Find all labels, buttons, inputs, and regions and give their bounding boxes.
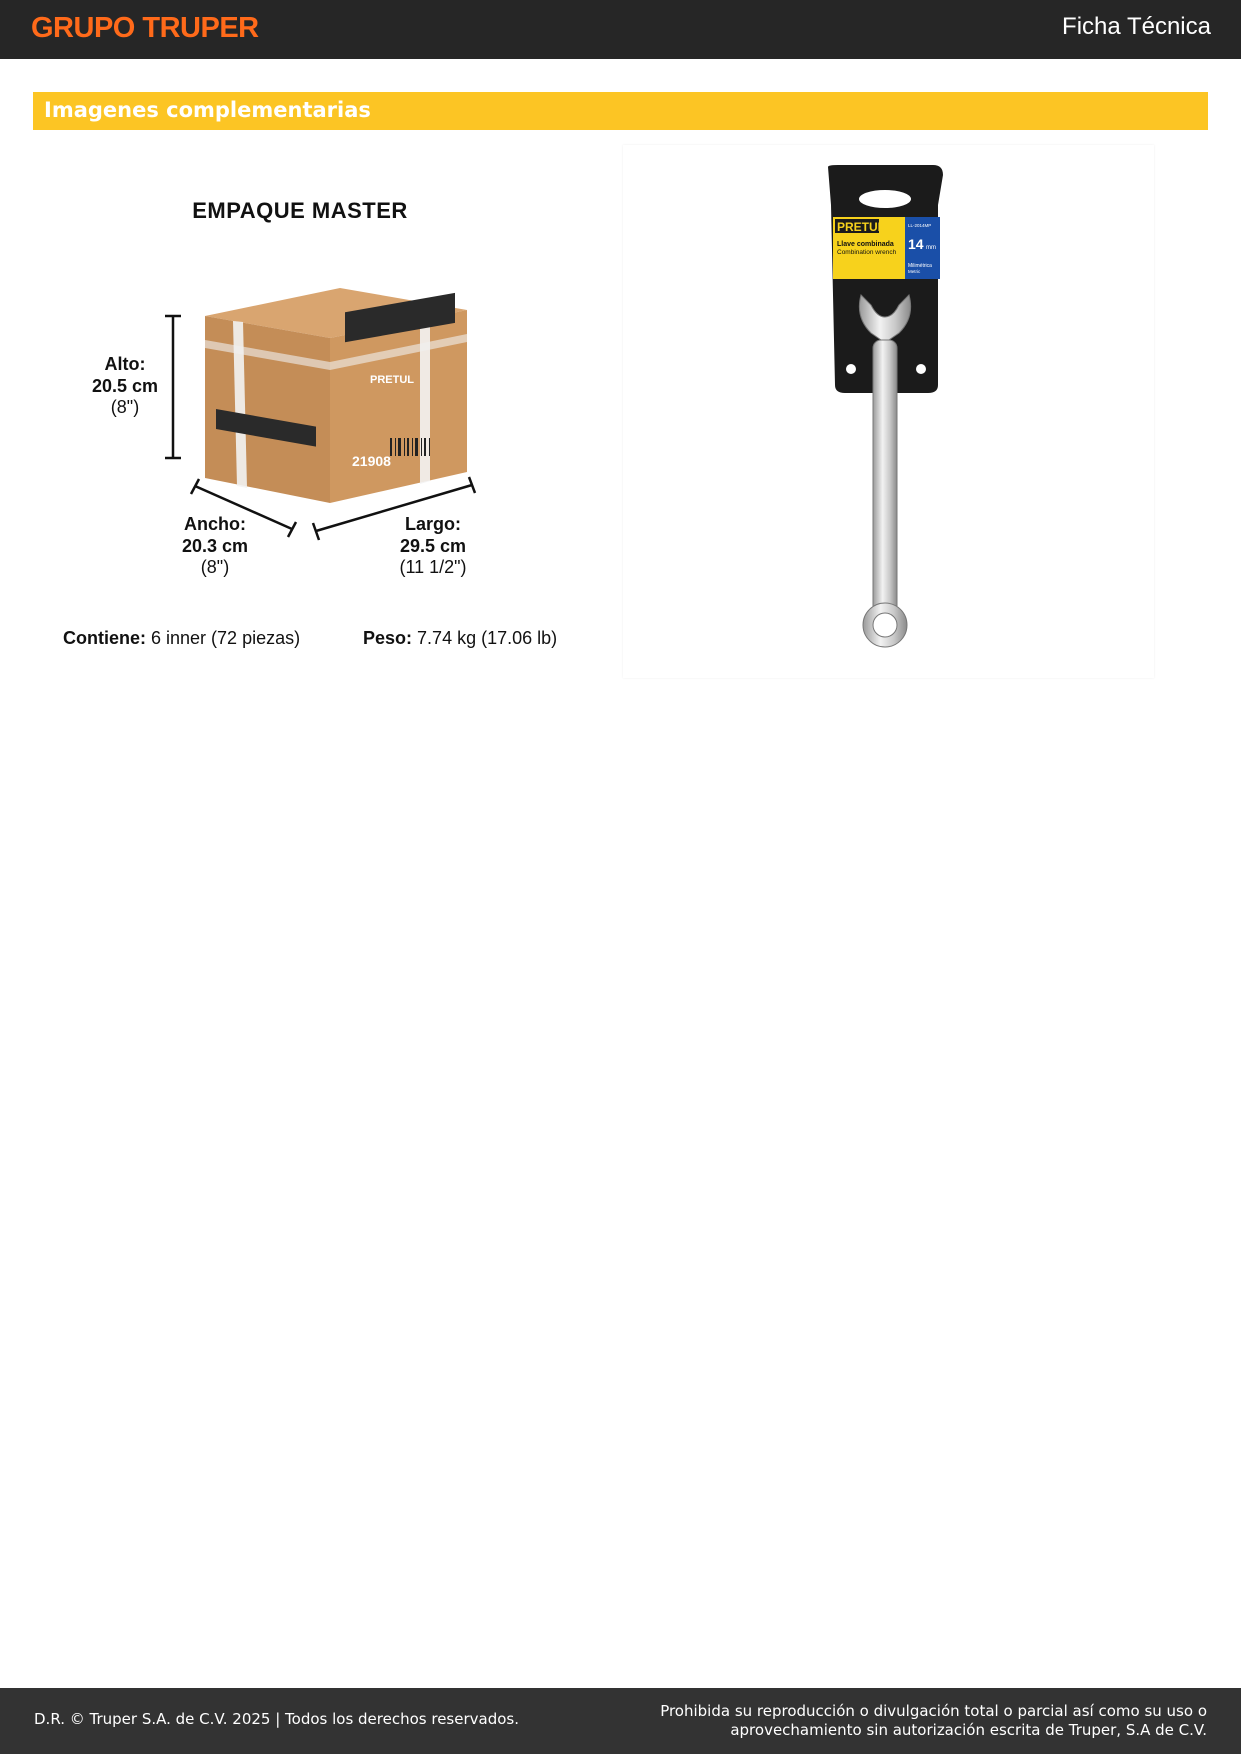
page-header bbox=[0, 0, 1241, 59]
cardboard-box bbox=[205, 288, 467, 503]
card-size: 14 bbox=[908, 236, 924, 252]
document-title: Ficha Técnica bbox=[1062, 13, 1211, 40]
card-type-en: Metric bbox=[908, 269, 921, 274]
master-pack-title: EMPAQUE MASTER bbox=[192, 198, 408, 223]
card-brand: PRETUL bbox=[837, 220, 885, 234]
height-dimension-line bbox=[165, 316, 181, 458]
page-footer bbox=[0, 1688, 1241, 1754]
peso-stat: Peso: 7.74 kg (17.06 lb) bbox=[363, 628, 558, 648]
card-unit: mm bbox=[926, 245, 936, 251]
brand-logo: GRUPO TRUPER bbox=[31, 12, 259, 44]
product-photo bbox=[623, 145, 1154, 678]
card-name-en: Combination wrench bbox=[837, 249, 897, 256]
contiene-stat: Contiene: 6 inner (72 piezas) bbox=[63, 628, 301, 648]
copyright-text: D.R. © Truper S.A. de C.V. 2025 | Todos los derechos reservados. bbox=[34, 1710, 519, 1728]
box-brand: PRETUL bbox=[370, 374, 414, 386]
legal-notice: Prohibida su reproducción o divulgación total o parcial así como su uso o aprovechamiento sin autorización escrita de Truper, S.A de C.V. bbox=[660, 1702, 1207, 1739]
section-title: Imagenes complementarias bbox=[44, 98, 371, 122]
box-code: 21908 bbox=[352, 453, 391, 469]
card-sku: LL-2014MP bbox=[908, 223, 932, 228]
master-pack-figure bbox=[40, 148, 600, 668]
largo-label: Largo: 29.5 cm (11 1/2") bbox=[399, 514, 467, 578]
card-name-es: Llave combinada bbox=[837, 241, 894, 248]
ancho-label: Ancho: 20.3 cm (8") bbox=[181, 514, 249, 578]
wrench-package-image bbox=[623, 145, 1154, 678]
card-type-es: Milimétrica bbox=[908, 263, 932, 269]
alto-label: Alto: 20.5 cm (8") bbox=[91, 354, 159, 418]
section-header bbox=[33, 92, 1208, 130]
